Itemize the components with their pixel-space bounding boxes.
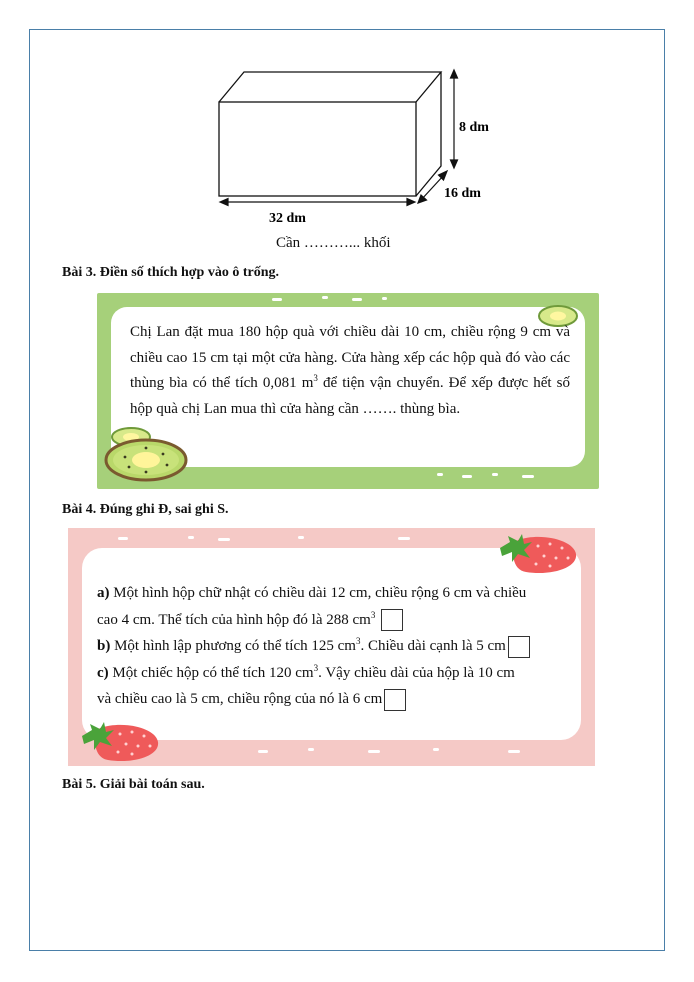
ex4-heading: Bài 4. Đúng ghi Đ, sai ghi S. — [62, 502, 229, 517]
ex4-c-text2: . Vậy chiều dài của hộp là 10 cm — [318, 664, 515, 681]
height-label: 8 dm — [459, 120, 489, 135]
kiwi-large-icon — [103, 437, 189, 483]
ex4-c-answer-box[interactable] — [384, 689, 406, 711]
ex3-text-part2: để tiện vận chuyển. Để xếp được hết số hộp quà chị Lan mua thì cửa hàng cần ……. thùng bìa. — [130, 375, 571, 417]
ex4-c-text3: và chiều cao là 5 cm, chiều rộng của nó là 6 cm — [97, 691, 383, 707]
ex4-b-answer-box[interactable] — [508, 636, 530, 658]
ex4-b-text1: Một hình lập phương có thể tích 125 cm — [110, 638, 356, 654]
ex4-c-sup: 3 — [313, 662, 319, 673]
ex4-statements — [97, 581, 575, 714]
ex3-text-part1: Chị Lan đặt mua 180 hộp quà với chiều dài 10 cm, chiều rộng 9 cm và chiều cao 15 cm tại một cửa hàng. Cửa hàng xếp các hộp quà đó vào các thùng bìa có thể tích 0,081 m — [130, 324, 570, 391]
ex4-a-line1 — [97, 581, 575, 608]
ex4-a-text1: Một hình hộp chữ nhật có chiều dài 12 cm, chiều rộng 6 cm và chiều — [109, 585, 527, 601]
ex4-a-sup: 3 — [370, 609, 376, 620]
ex4-b-line — [97, 634, 575, 661]
ex4-c-text1: Một chiếc hộp có thể tích 120 cm — [108, 664, 314, 681]
ex3-superscript: 3 — [313, 373, 318, 383]
ex3-text — [130, 320, 570, 422]
ex4-a-text2: cao 4 cm. Thể tích của hình hộp đó là 288 cm — [97, 611, 371, 628]
strawberry-top-icon — [496, 532, 580, 578]
ex4-c-line1 — [97, 661, 575, 688]
ex4-b-label: b) — [97, 638, 111, 654]
ex4-c-label: c) — [97, 664, 109, 681]
ex3-heading: Bài 3. Điền số thích hợp vào ô trống. — [62, 265, 279, 280]
length-arrow — [220, 199, 415, 206]
ex4-b-text2: . Chiều dài cạnh là 5 cm — [360, 638, 506, 654]
box-diagram — [200, 60, 520, 235]
ex5-heading: Bài 5. Giải bài toán sau. — [62, 777, 205, 792]
strawberry-bottom-icon — [78, 720, 162, 766]
depth-label: 16 dm — [444, 186, 481, 201]
ex4-a-line2 — [97, 608, 575, 635]
need-blocks-text: Cần ………... khối — [276, 235, 391, 251]
ex4-c-line2 — [97, 687, 575, 714]
ex4-a-answer-box[interactable] — [381, 609, 403, 631]
length-label: 32 dm — [269, 211, 306, 226]
height-arrow — [451, 70, 458, 168]
box-top-face — [219, 72, 441, 102]
box-side-face — [416, 72, 441, 196]
box-front-face — [219, 102, 416, 196]
ex4-b-sup: 3 — [355, 636, 361, 646]
ex4-a-label: a) — [97, 585, 110, 601]
